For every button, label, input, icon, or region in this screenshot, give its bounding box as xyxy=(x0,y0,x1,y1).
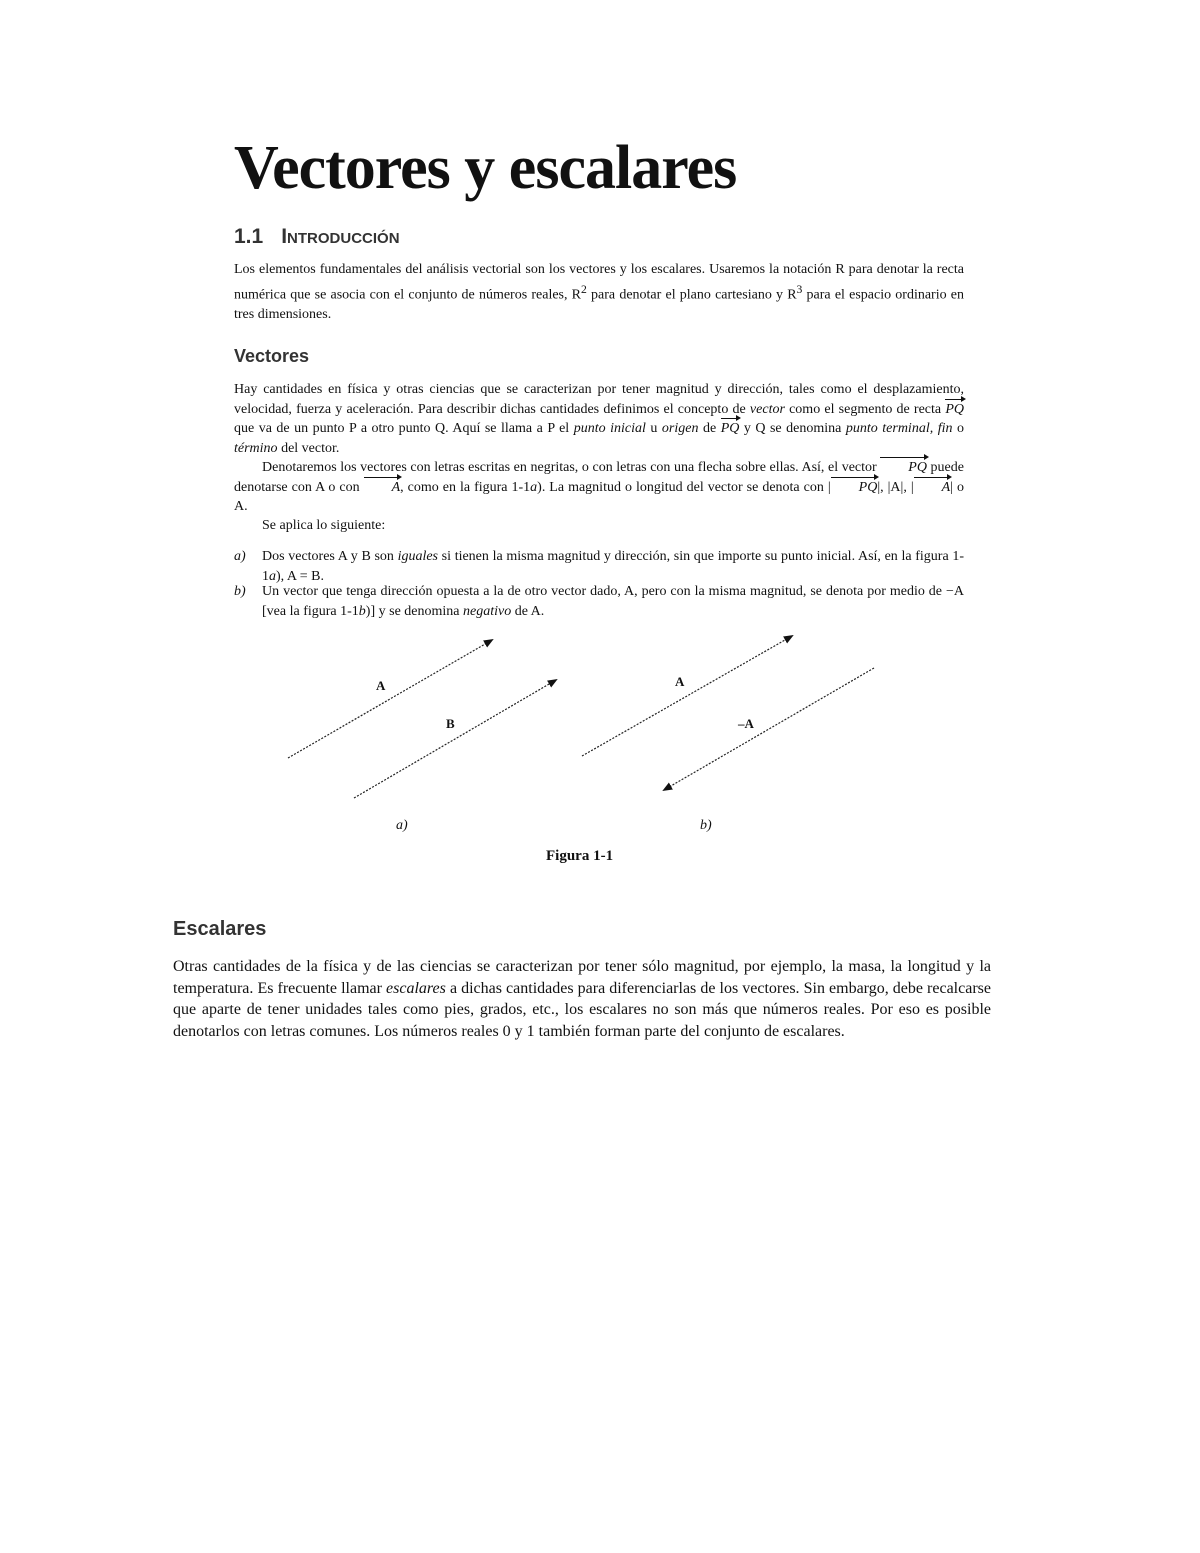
chapter-title: Vectores y escalares xyxy=(234,134,737,202)
list-label: a) xyxy=(234,549,246,564)
subfigure-b-caption: b) xyxy=(700,818,712,833)
subfigure-a-caption: a) xyxy=(396,818,408,833)
section-name: Introducción xyxy=(281,225,400,248)
escalares-paragraph: Otras cantidades de la física y de las ciencias se caracterizan por tener sólo magnitud, por ejemplo, la masa, la longitud y la temperatura. Es frecuente llamar escalares a dichas cantidades para diferenciarlas de los vectores. Sin embargo, debe recalcarse que aparte de tener unidades tales como pies, grados, etc., los escalares no son más que números reales. Por eso es posible denotarlos con letras comunes. Los números reales 0 y 1 también forman parte del conjunto de escalares. xyxy=(173,958,991,1040)
vectores-paragraph-1: Hay cantidades en física y otras ciencias que se caracterizan por tener magnitud y dirección, tales como el desplazamiento, velocidad, fuerza y aceleración. Para describir dichas cantidades definimos el concepto de vector como el segmento de recta PQ que va de un punto P a otro punto Q. Aquí se llama a P el punto inicial u origen de PQ y Q se denomina punto terminal, fin o término del vector. xyxy=(234,382,965,456)
list-label: b) xyxy=(234,584,246,599)
section-number: 1.1 xyxy=(234,225,264,248)
pq-vector: PQ xyxy=(945,400,964,420)
fig-a-label-B: B xyxy=(446,716,455,731)
fig-a-label-A: A xyxy=(376,678,386,693)
a-arrow-vector: A xyxy=(914,478,951,498)
fig-b-label-negA: –A xyxy=(738,716,754,731)
pq-vector: PQ xyxy=(721,419,740,439)
pq-vector: PQ xyxy=(831,478,878,498)
list-text: Dos vectores A y B son iguales si tienen la misma magnitud y dirección, sin que importe su punto inicial. Así, en la figura 1-1a), A = B. xyxy=(262,549,964,584)
section-title xyxy=(234,224,400,249)
vector-a-arrow-b xyxy=(582,636,792,756)
figure-caption: Figura 1-1 xyxy=(546,848,614,864)
vectores-heading: Vectores xyxy=(234,346,310,366)
intro-paragraph: Los elementos fundamentales del análisis vectorial son los vectores y los escalares. Usaremos la notación R para denotar la recta numérica que se asocia con el conjunto de números reales, $R^2$ para denotar el plano cartesiano y $R^3$ para el espacio ordinario en tres dimensiones. xyxy=(234,262,964,322)
vectores-paragraph-2: Denotaremos los vectores con letras escritas en negritas, o con letras con una flecha sobre ellas. Así, el vector PQ puede denotarse con A o con A, como en la figura 1-1a). La magnitud o longitud del vector se denota con | PQ|, |A|, | A| o A. xyxy=(234,460,964,514)
vector-a-arrow xyxy=(288,640,492,758)
list-item-b xyxy=(234,582,964,621)
fig-b-label-A: A xyxy=(675,674,685,689)
vectores-paragraph-3: Se aplica lo siguiente: xyxy=(262,518,386,533)
vector-b-arrow xyxy=(354,680,556,798)
list-text: Un vector que tenga dirección opuesta a la de otro vector dado, A, pero con la misma magnitud, se denota por medio de −A [vea la figura 1-1b)] y se denomina negativo de A. xyxy=(262,584,964,619)
a-arrow-vector: A xyxy=(364,478,401,498)
figure-1-1-diagram xyxy=(0,620,1200,850)
pq-vector: PQ xyxy=(880,458,927,478)
escalares-heading: Escalares xyxy=(173,918,267,940)
vector-neg-a-arrow xyxy=(664,668,874,790)
list-item-a xyxy=(234,547,964,586)
